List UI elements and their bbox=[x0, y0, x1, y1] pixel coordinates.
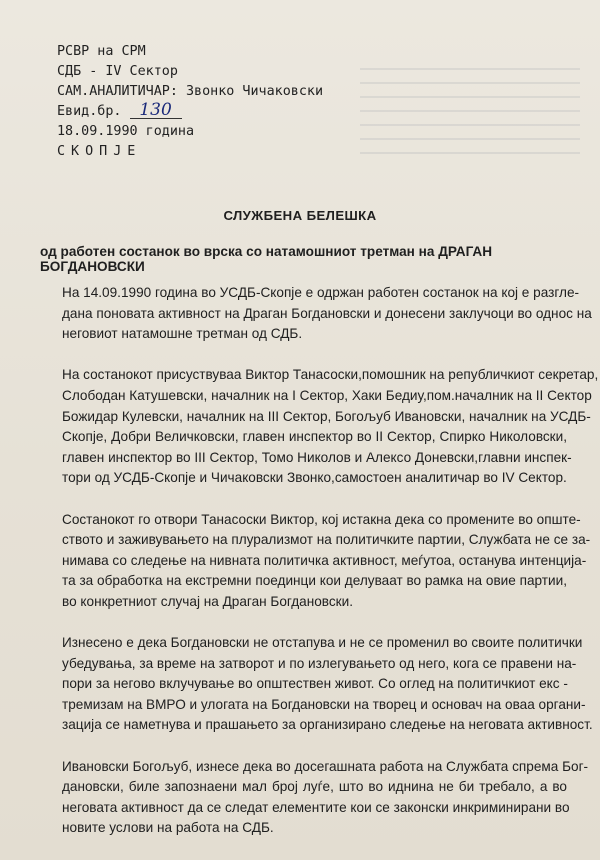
text-line: новите услови на работа на СДБ. bbox=[62, 820, 274, 836]
text-line: убедувања, за време на затворот и по излегувањето од него, кога се правени на- bbox=[62, 655, 577, 671]
text-line: пори за негово вклучување во општествен живот. Со оглед на политичкиот екс - bbox=[62, 676, 568, 692]
document-subtitle: од работен состанок во врска со натамошниот третман на ДРАГАН БОГДАНОВСКИ bbox=[40, 244, 493, 274]
evid-line bbox=[57, 102, 323, 122]
text-line: На 14.09.1990 година во УСДБ-Скопје е одржан работен состанок на кој е разгле- bbox=[62, 285, 580, 300]
document-header bbox=[57, 42, 323, 162]
text-line: нимава со следење на нивната политичка активност, меѓутоа, останува интенција- bbox=[62, 552, 587, 568]
text-line: Изнесено е дека Богдановски не отстапува и не се променил во своите политички bbox=[62, 635, 583, 651]
text-line: На состанокот присуствуваа Виктор Танасоски,помошник на републичкиот секретар, bbox=[62, 367, 599, 383]
paragraph-3 bbox=[62, 510, 591, 613]
text-line: неговиот натамошне третман од СДБ. bbox=[62, 326, 303, 342]
header-line-1: РСВР на СРМ bbox=[57, 44, 146, 59]
header-line-2: СДБ - IV Сектор bbox=[57, 64, 178, 79]
header-date: 18.09.1990 година bbox=[57, 124, 195, 139]
text-line: тремизам на ВМРО и улогата на Богдановски на творец и основач на оваа органи- bbox=[62, 696, 586, 712]
evid-label: Евид.бр. bbox=[57, 104, 122, 119]
text-line: зација се наметнува и прашањето за организирано следење на неговата активност. bbox=[62, 717, 593, 733]
paragraph-1 bbox=[62, 283, 592, 345]
text-line: та за обработка на екстремни поединци кои делуваат во рамка на овие партии, bbox=[62, 573, 567, 589]
paragraph-2 bbox=[62, 365, 599, 489]
text-line: Ивановски Богољуб, изнесе дека во досегашната работа на Службата спрема Бог- bbox=[62, 758, 589, 774]
text-line: Слободан Катушевски, началник на I Сектор, Хаки Бедиу,пом.началник на II Сектор bbox=[62, 387, 592, 403]
text-line: Состанокот го отвори Танасоски Виктор, кој истакна дека со промените во опште- bbox=[62, 511, 581, 527]
header-line-3: САМ.АНАЛИТИЧАР: Звонко Чичаковски bbox=[57, 84, 324, 99]
text-line: главен инспектор во III Сектор, Томо Николов и Алексо Доневски,главни инспек- bbox=[62, 449, 572, 465]
header-city: СКОПЈЕ bbox=[57, 144, 142, 159]
paragraph-5 bbox=[62, 757, 589, 839]
text-line: неговата активност да се следат елементите кои се законски инкриминирани во bbox=[62, 799, 570, 815]
document-title: СЛУЖБЕНА БЕЛЕШКА bbox=[223, 208, 377, 223]
paragraph-4 bbox=[62, 633, 593, 736]
text-line: во конкретниот случај на Драган Богдановски. bbox=[62, 593, 353, 609]
text-line: дана поновата активност на Драган Богдановски и донесени заклучоци во однос на bbox=[62, 305, 592, 321]
evid-number: 130 bbox=[130, 102, 182, 119]
text-line: дановски, биле запознаени мал број луѓе, што во иднина не би требало, а во bbox=[62, 779, 567, 795]
show-through-text bbox=[360, 56, 580, 166]
text-line: Божидар Кулевски, началник на III Сектор, Богољуб Ивановски, началник на УСДБ- bbox=[62, 408, 591, 424]
text-line: ството и заживувањето на плурализмот на политичките партии, Службата не се за- bbox=[62, 532, 591, 548]
document-body bbox=[62, 283, 599, 860]
text-line: Скопје, Добри Величковски, главен инспектор во II Сектор, Спирко Николовски, bbox=[62, 429, 567, 445]
text-line: тори од УСДБ-Скопје и Чичаковски Звонко,самостоен аналитичар во IV Сектор. bbox=[62, 470, 567, 486]
